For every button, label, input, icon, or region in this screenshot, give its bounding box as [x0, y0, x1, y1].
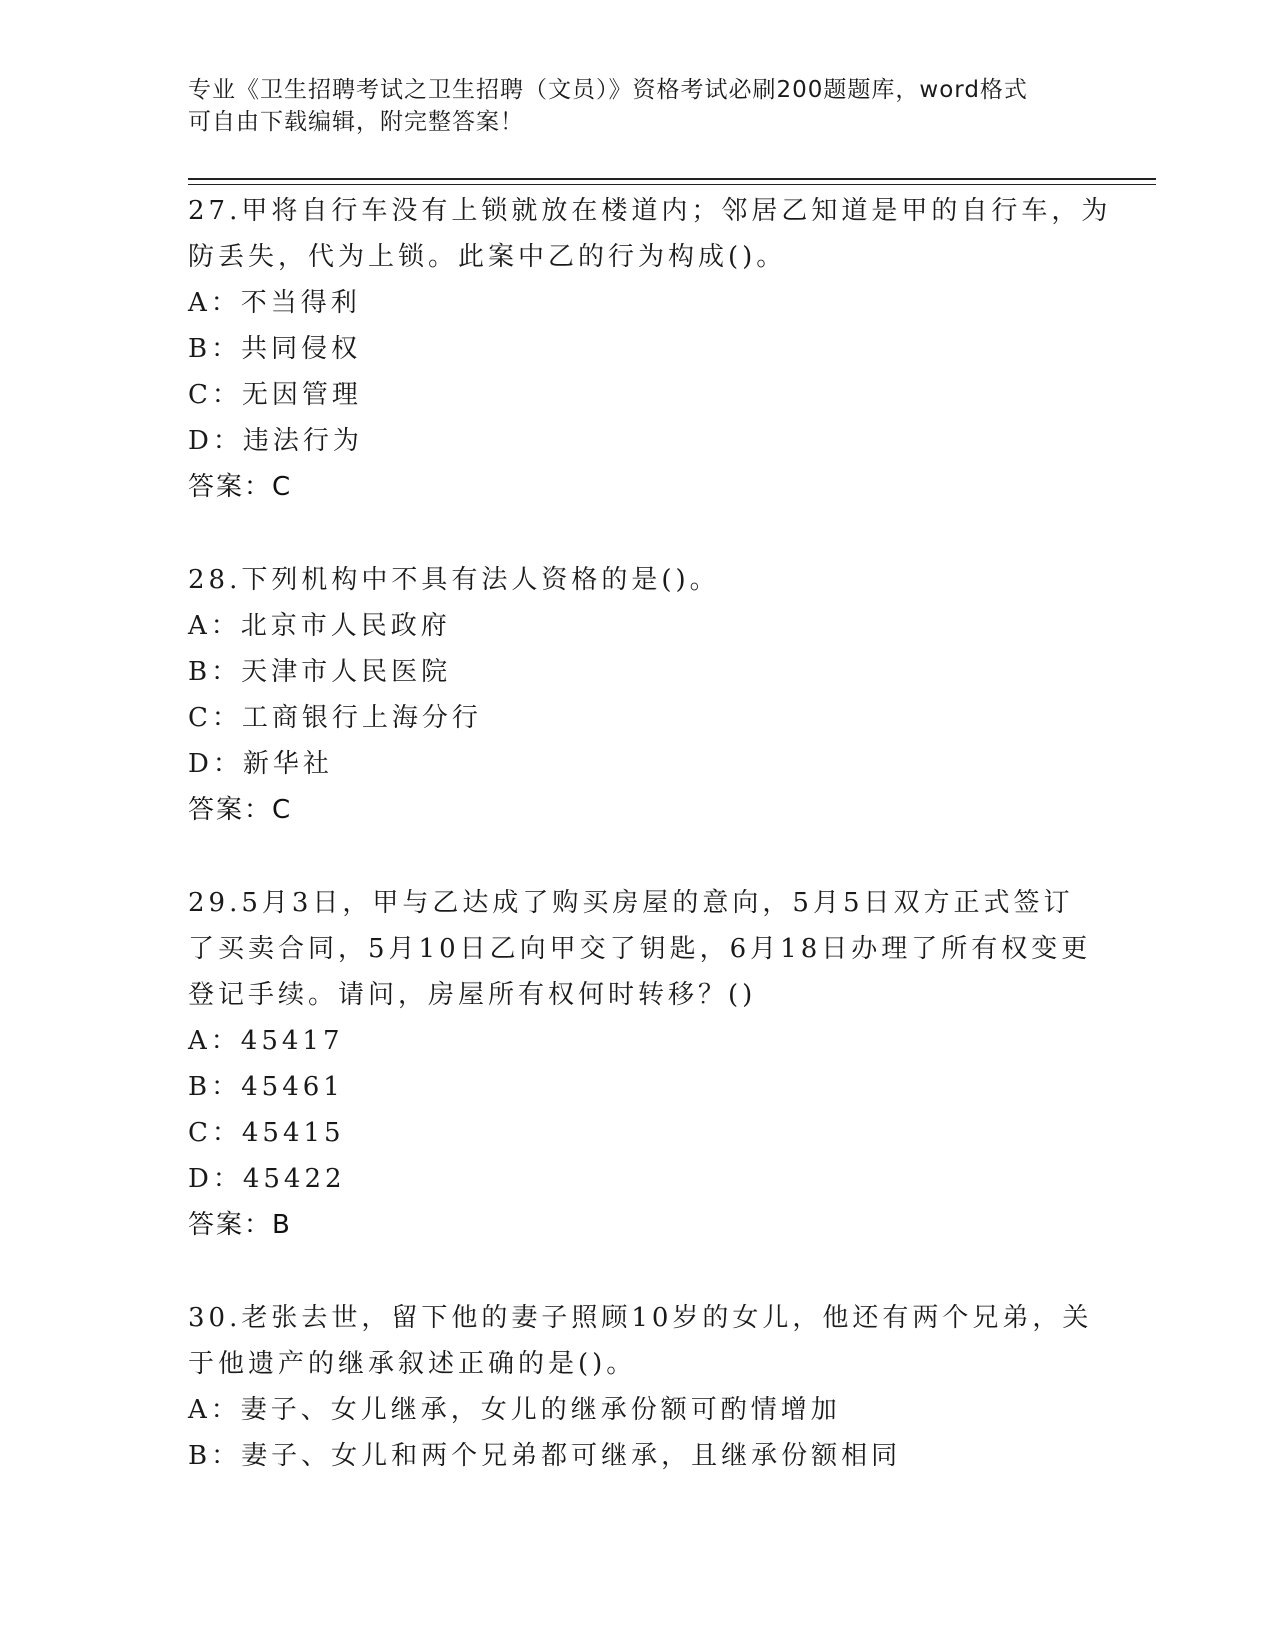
question-29: [188, 880, 1092, 1248]
answer-line: 答案：C: [188, 472, 293, 502]
header-line-2: 可自由下载编辑，附完整答案！: [188, 109, 524, 135]
question-27: [188, 188, 1112, 510]
answer-line: 答案：C: [188, 795, 293, 825]
option-c: C：45415: [188, 1118, 345, 1148]
question-stem-line: 27.甲将自行车没有上锁就放在楼道内；邻居乙知道是甲的自行车，为: [188, 196, 1112, 226]
option-a: A：妻子、女儿继承，女儿的继承份额可酌情增加: [188, 1395, 841, 1425]
answer-line: 答案：B: [188, 1210, 292, 1240]
question-30: [188, 1295, 1093, 1479]
option-d: D：违法行为: [188, 426, 363, 456]
question-stem-line: 了买卖合同，5月10日乙向甲交了钥匙，6月18日办理了所有权变更: [188, 934, 1092, 964]
option-d: D：45422: [188, 1164, 346, 1194]
question-stem-line: 于他遗产的继承叙述正确的是()。: [188, 1349, 637, 1379]
option-c: C：无因管理: [188, 380, 362, 410]
question-list: [188, 188, 1112, 1526]
option-c: C：工商银行上海分行: [188, 703, 482, 733]
option-a: A：不当得利: [188, 288, 361, 318]
header-divider-top: [188, 178, 1156, 180]
option-a: A：北京市人民政府: [188, 611, 451, 641]
question-stem-line: 登记手续。请问，房屋所有权何时转移？(): [188, 980, 757, 1010]
question-stem-line: 28.下列机构中不具有法人资格的是()。: [188, 565, 720, 595]
header-divider-bottom: [188, 184, 1156, 185]
question-stem-line: 防丢失，代为上锁。此案中乙的行为构成()。: [188, 242, 787, 272]
question-stem-line: 30.老张去世，留下他的妻子照顾10岁的女儿，他还有两个兄弟，关: [188, 1303, 1093, 1333]
option-b: B：共同侵权: [188, 334, 362, 364]
option-a: A：45417: [188, 1026, 344, 1056]
option-d: D：新华社: [188, 749, 333, 779]
option-b: B：45461: [188, 1072, 344, 1102]
option-b: B：妻子、女儿和两个兄弟都可继承，且继承份额相同: [188, 1441, 902, 1471]
header-line-1: 专业《卫生招聘考试之卫生招聘（文员）》资格考试必刷200题题库，word格式: [188, 77, 1028, 103]
question-stem-line: 29.5月3日，甲与乙达成了购买房屋的意向，5月5日双方正式签订: [188, 888, 1074, 918]
document-header: [188, 74, 1068, 138]
question-28: [188, 557, 1088, 833]
option-b: B：天津市人民医院: [188, 657, 452, 687]
